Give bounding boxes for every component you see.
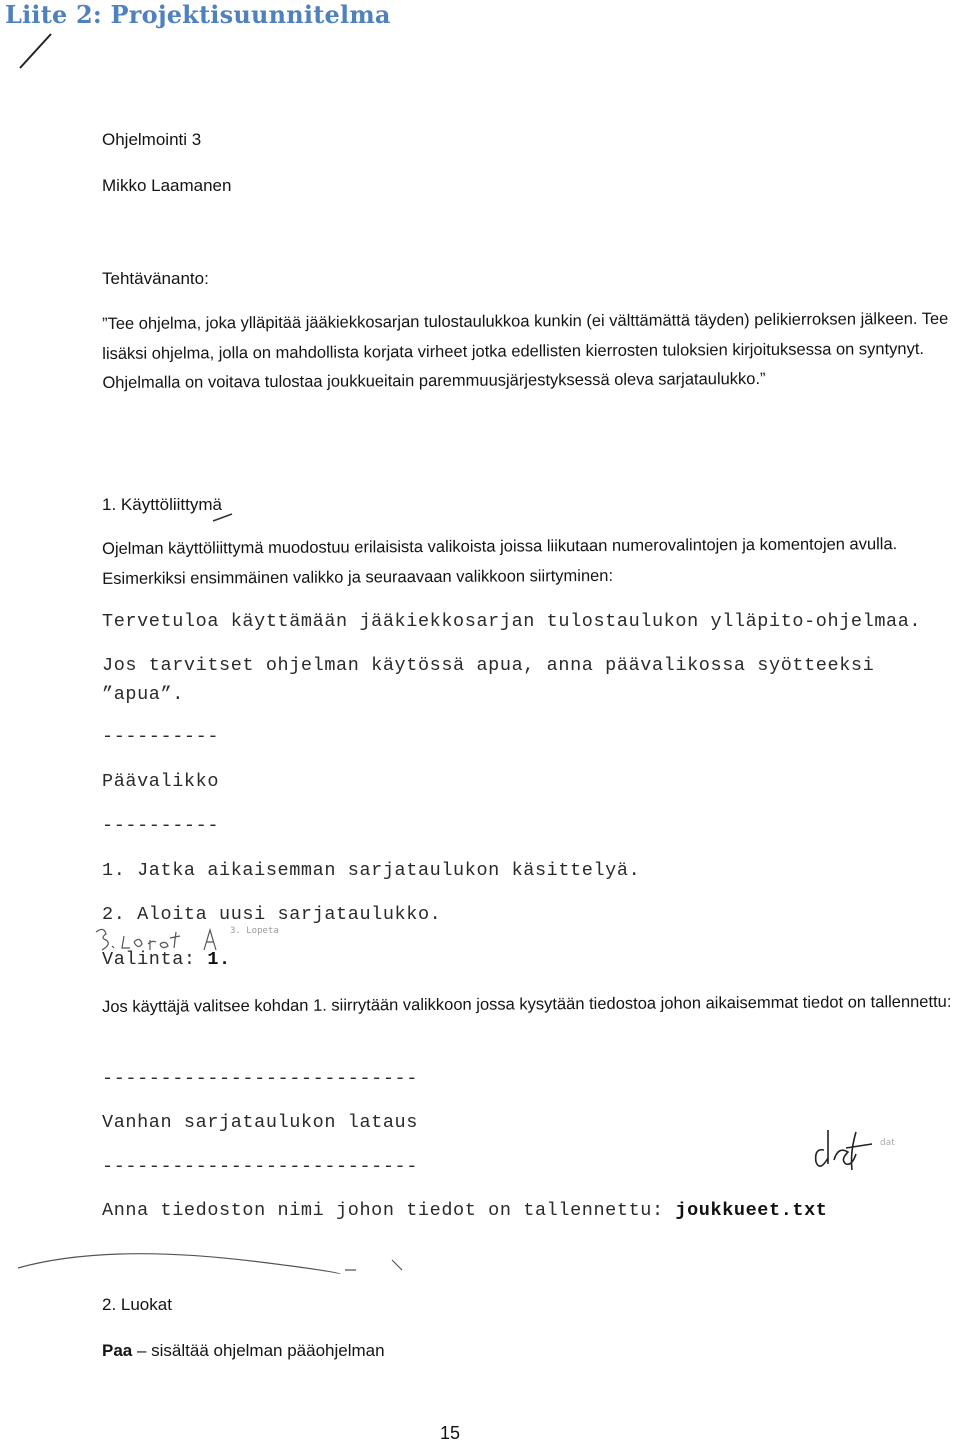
handwritten-option3-text: 3. Lopeta — [230, 926, 279, 936]
handwritten-option3 — [96, 929, 216, 950]
course-name: Ohjelmointi 3 — [102, 130, 202, 149]
slash-mark — [20, 34, 51, 68]
console-menu-title: Päävalikko — [102, 771, 220, 792]
console-option2: 2. Aloita uusi sarjataulukko. — [102, 904, 442, 925]
console2-prompt-value: joukkueet.txt — [675, 1200, 828, 1221]
console-help-line1: Jos tarvitset ohjelman käytössä apua, anna päävalikossa syötteeksi — [102, 655, 875, 676]
section2-title: 2. Luokat — [102, 1295, 172, 1314]
class-name: Paa — [102, 1341, 133, 1360]
author-name: Mikko Laamanen — [102, 176, 232, 195]
console2-title: Vanhan sarjataulukon lataus — [102, 1112, 418, 1133]
section1-title: 1. Käyttöliittymä — [102, 495, 222, 514]
console-option1: 1. Jatka aikaisemman sarjataulukon käsittelyä. — [102, 860, 641, 881]
page-number: 15 — [440, 1423, 461, 1443]
console-prompt — [102, 949, 231, 970]
console-welcome: Tervetuloa käyttämään jääkiekkosarjan tulostaulukon ylläpito-ohjelmaa. — [102, 611, 922, 632]
console2-prompt — [102, 1200, 828, 1221]
console-help-line2: ”apua”. — [102, 684, 184, 705]
class-item — [102, 1336, 385, 1366]
assignment-text: ”Tee ohjelma, joka ylläpitää jääkiekkosarjan tulostaulukkoa kunkin (ei välttämättä täyden) pelikierroksen jälkeen. Tee lisäksi ohjelma, jolla on mahdollista korjata virheet jotka edellisten kierrosten tuloksien kirjoituksessa on syntynyt. Ohjelmalla on voitava tulostaa joukkueitain paremmuusjärjestyksessä oleva sarjataulukko.” — [102, 309, 949, 392]
handwritten-note-text: dat — [880, 1138, 895, 1148]
section1-text: Ojelman käyttöliittymä muodostuu erilaisista valikoista joissa liikutaan numerovalintojen ja komentojen avulla. Esimerkiksi ensimmäinen valikko ja seuraavaan valikkoon siirtyminen: — [102, 535, 898, 588]
page-heading: Liite 2: Projektisuunnitelma — [5, 0, 391, 29]
between-text: Jos käyttäjä valitsee kohdan 1. siirrytään valikkoon jossa kysytään tiedostoa johon aikaisemmat tiedot on tallennettu: — [102, 992, 952, 1016]
console-separator-top: ---------- — [102, 726, 220, 747]
console2-prompt-label: Anna tiedoston nimi johon tiedot on tallennettu: — [102, 1200, 676, 1221]
console-prompt-label: Valinta: — [102, 949, 208, 970]
console2-separator-bottom: --------------------------- — [102, 1156, 418, 1177]
console2-separator-top: --------------------------- — [102, 1068, 418, 1089]
class-description: – sisältää ohjelman pääohjelman — [132, 1341, 385, 1360]
handwritten-dat-note — [816, 1130, 872, 1170]
console-prompt-value: 1. — [207, 949, 231, 970]
console-separator-bottom: ---------- — [102, 815, 220, 836]
handwritten-scribble-line — [18, 1254, 402, 1274]
assignment-label: Tehtävänanto: — [102, 269, 209, 288]
